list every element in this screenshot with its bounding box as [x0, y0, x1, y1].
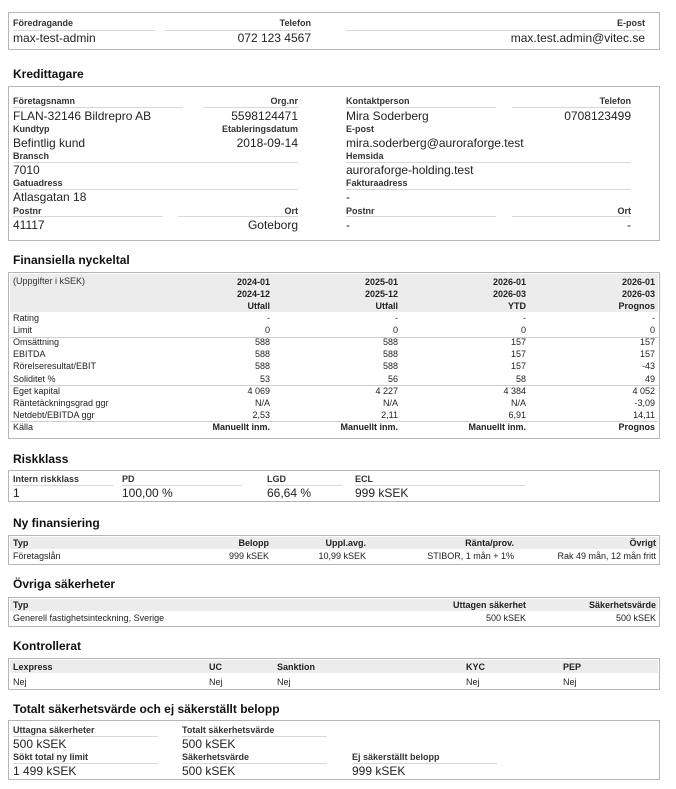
divider	[122, 485, 242, 486]
established-label: Etableringsdatum	[221, 124, 298, 134]
table-header-bg	[10, 599, 658, 611]
industry-value: 7010	[13, 163, 40, 177]
sought-limit-label: Sökt total ny limit	[13, 752, 89, 762]
handler-label: Föredragande	[13, 18, 74, 28]
risk-class-value: 1	[13, 486, 20, 500]
divider	[13, 30, 155, 31]
lgd-label: LGD	[267, 474, 286, 484]
zip-label: Postnr	[13, 206, 42, 216]
divider	[178, 216, 298, 217]
fin-col3-from: 2026-01	[492, 277, 526, 287]
taken-security-value: 500 kSEK	[13, 737, 67, 751]
ch-header-uc: UC	[209, 662, 222, 672]
unit-note: (Uppgifter i kSEK)	[13, 276, 86, 286]
contact-email-value: mira.soderberg@auroraforge.test	[346, 136, 524, 150]
website-label: Hemsida	[346, 151, 384, 161]
divider	[512, 107, 631, 108]
fin-cell: -	[395, 313, 398, 323]
contact-phone-label: Telefon	[599, 96, 631, 106]
fin-row-label: Räntetäckningsgrad ggr	[13, 397, 109, 408]
ch-cell-uc: Nej	[209, 677, 223, 687]
total-security-label: Totalt säkerhetsvärde	[182, 725, 275, 735]
ch-header-lexpress: Lexpress	[13, 662, 53, 672]
invoice-address-label: Fakturaadress	[346, 178, 408, 188]
customer-type-value: Befintlig kund	[13, 136, 86, 150]
fin-cell: 157	[639, 337, 655, 348]
fin-cell: 4 227	[375, 385, 398, 396]
divider	[13, 162, 298, 163]
divider	[10, 421, 658, 422]
os-header-taken: Uttagen säkerhet	[452, 600, 526, 610]
fin-col4-kind: Prognos	[618, 301, 655, 311]
fin-cell: -3,09	[634, 397, 655, 408]
email-value: max.test.admin@vitec.se	[510, 31, 645, 45]
street-label: Gatuadress	[13, 178, 63, 188]
lgd-value: 66,64 %	[267, 486, 312, 500]
fin-cell: 4 052	[632, 385, 655, 396]
taken-security-label: Uttagna säkerheter	[13, 725, 95, 735]
pd-label: PD	[122, 474, 135, 484]
city2-label: Ort	[617, 206, 631, 216]
os-header-value: Säkerhetsvärde	[588, 600, 656, 610]
fin-col2-to: 2025-12	[364, 289, 398, 299]
fin-row-label: EBITDA	[13, 349, 46, 360]
totals-box	[8, 720, 660, 780]
established-value: 2018-09-14	[236, 136, 298, 150]
divider	[13, 107, 183, 108]
ecl-value: 999 kSEK	[355, 486, 409, 500]
customer-type-label: Kundtyp	[13, 124, 50, 134]
fin-col1-from: 2024-01	[236, 277, 270, 287]
fin-cell: 2,53	[252, 409, 270, 420]
nf-header-rate: Ränta/prov.	[465, 538, 514, 548]
divider	[13, 189, 298, 190]
fin-row-label: Soliditet %	[13, 373, 56, 384]
section-title-totals: Totalt säkerhetsvärde och ej säkerställt belopp	[13, 702, 280, 716]
ch-cell-kyc: Nej	[466, 677, 480, 687]
fin-cell: 157	[510, 349, 526, 360]
risk-class-label: Intern riskklass	[13, 474, 80, 484]
fin-cell: 157	[510, 337, 526, 348]
fin-cell: -	[523, 313, 526, 323]
ch-header-kyc: KYC	[466, 662, 486, 672]
fin-row-label: Källa	[13, 421, 34, 432]
ch-header-pep: PEP	[563, 662, 582, 672]
zip2-label: Postnr	[346, 206, 375, 216]
nf-header-amount: Belopp	[238, 538, 269, 548]
divider	[13, 736, 158, 737]
fin-cell: 6,91	[508, 409, 526, 420]
phone-value: 072 123 4567	[237, 31, 311, 45]
divider	[13, 485, 113, 486]
financials-header-bg	[10, 274, 658, 312]
os-cell-taken: 500 kSEK	[485, 613, 526, 623]
fin-cell: 0	[520, 325, 526, 336]
unsecured-amount-label: Ej säkerställt belopp	[352, 752, 440, 762]
divider	[512, 216, 631, 217]
nf-cell-type: Företagslån	[13, 551, 61, 561]
fin-cell: 0	[264, 325, 270, 336]
fin-cell: Manuellt inm.	[212, 421, 270, 432]
handler-value: max-test-admin	[13, 31, 96, 45]
divider	[182, 763, 327, 764]
sought-limit-value: 1 499 kSEK	[13, 764, 77, 778]
section-title-new-financing: Ny finansiering	[13, 516, 100, 530]
fin-cell: -	[652, 313, 655, 323]
fin-cell: 4 069	[247, 385, 270, 396]
fin-cell: 157	[510, 361, 526, 372]
fin-col3-kind: YTD	[508, 301, 526, 311]
section-title-creditor: Kredittagare	[13, 67, 84, 81]
fin-col1-to: 2024-12	[236, 289, 270, 299]
fin-col2-kind: Utfall	[375, 301, 398, 311]
divider	[346, 216, 496, 217]
fin-cell: 0	[649, 325, 655, 336]
nf-cell-amount: 999 kSEK	[228, 551, 269, 561]
fin-cell: 588	[382, 361, 398, 372]
city2-value: -	[627, 218, 631, 232]
ch-cell-sanction: Nej	[277, 677, 291, 687]
orgnr-value: 5598124471	[231, 109, 298, 123]
section-title-financials: Finansiella nyckeltal	[13, 253, 130, 267]
pd-value: 100,00 %	[122, 486, 173, 500]
ch-cell-pep: Nej	[563, 677, 577, 687]
contact-label: Kontaktperson	[346, 96, 410, 106]
fin-cell: 58	[515, 373, 526, 384]
city-label: Ort	[284, 206, 298, 216]
nf-header-other: Övrigt	[629, 538, 656, 548]
section-title-checked: Kontrollerat	[13, 639, 82, 653]
company-label: Företagsnamn	[13, 96, 76, 106]
fin-col3-to: 2026-03	[492, 289, 526, 299]
fin-cell: Manuellt inm.	[468, 421, 526, 432]
section-title-other-security: Övriga säkerheter	[13, 577, 116, 591]
ecl-label: ECL	[355, 474, 373, 484]
street-value: Atlasgatan 18	[13, 190, 87, 204]
risk-box	[8, 470, 660, 502]
company-value: FLAN-32146 Bildrepro AB	[13, 109, 152, 123]
os-header-type: Typ	[13, 600, 29, 610]
email-label: E-post	[617, 18, 645, 28]
fin-cell: N/A	[254, 397, 270, 408]
ch-cell-lexpress: Nej	[13, 677, 27, 687]
fin-cell: 588	[254, 337, 270, 348]
fin-cell: Manuellt inm.	[340, 421, 398, 432]
fin-row-label: Limit	[13, 325, 33, 336]
nf-cell-other: Rak 49 mån, 12 mån fritt	[557, 551, 656, 561]
fin-cell: 2,11	[381, 409, 398, 420]
security-value-label: Säkerhetsvärde	[182, 752, 250, 762]
fin-cell: 588	[254, 349, 270, 360]
fin-cell: 588	[254, 361, 270, 372]
divider	[352, 763, 497, 764]
fin-cell: 0	[392, 325, 398, 336]
fin-cell: -43	[641, 361, 655, 372]
security-value-value: 500 kSEK	[182, 764, 236, 778]
divider	[346, 107, 496, 108]
nf-cell-rate: STIBOR, 1 mån + 1%	[427, 551, 514, 561]
fin-row-label: Eget kapital	[13, 385, 61, 396]
nf-header-fee: Uppl.avg.	[325, 538, 366, 548]
fin-row-label: Netdebt/EBITDA ggr	[13, 409, 95, 420]
divider	[346, 189, 631, 190]
zip2-value: -	[346, 218, 350, 232]
industry-label: Bransch	[13, 151, 50, 161]
invoice-address-value: -	[346, 190, 350, 204]
fin-cell: 14,11	[633, 409, 655, 420]
fin-cell: 157	[639, 349, 655, 360]
ch-header-sanction: Sanktion	[277, 662, 316, 672]
nf-header-type: Typ	[13, 538, 29, 548]
divider	[13, 216, 163, 217]
divider	[182, 736, 327, 737]
unsecured-amount-value: 999 kSEK	[352, 764, 406, 778]
fin-cell: 53	[259, 373, 270, 384]
divider	[165, 30, 311, 31]
divider	[10, 337, 658, 338]
fin-row-label: Rörelseresultat/EBIT	[13, 361, 97, 372]
contact-phone-value: 0708123499	[564, 109, 631, 123]
fin-row-label: Omsättning	[13, 337, 60, 348]
divider	[346, 30, 645, 31]
divider	[267, 485, 342, 486]
fin-col2-from: 2025-01	[364, 277, 398, 287]
total-security-value: 500 kSEK	[182, 737, 236, 751]
os-cell-value: 500 kSEK	[615, 613, 656, 623]
zip-value: 41117	[13, 218, 45, 232]
fin-cell: N/A	[382, 397, 398, 408]
divider	[355, 485, 525, 486]
divider	[13, 763, 158, 764]
contact-email-label: E-post	[346, 124, 374, 134]
fin-cell: 588	[382, 337, 398, 348]
fin-cell: 56	[387, 373, 398, 384]
fin-col4-from: 2026-01	[621, 277, 655, 287]
fin-cell: 588	[382, 349, 398, 360]
divider	[346, 162, 631, 163]
divider	[203, 107, 298, 108]
fin-col1-kind: Utfall	[247, 301, 270, 311]
section-title-risk: Riskklass	[13, 452, 69, 466]
fin-col4-to: 2026-03	[621, 289, 655, 299]
table-header-bg	[10, 660, 658, 673]
fin-cell: Prognos	[618, 421, 655, 432]
website-value: auroraforge-holding.test	[346, 163, 474, 177]
nf-cell-fee: 10,99 kSEK	[318, 551, 366, 561]
orgnr-label: Org.nr	[270, 96, 298, 106]
os-cell-type: Generell fastighetsinteckning, Sverige	[13, 613, 165, 623]
fin-cell: N/A	[510, 397, 526, 408]
contact-value: Mira Soderberg	[346, 109, 429, 123]
divider	[10, 385, 658, 386]
city-value: Goteborg	[247, 218, 298, 232]
fin-cell: -	[267, 313, 270, 323]
fin-cell: 49	[644, 373, 655, 384]
fin-row-label: Rating	[13, 313, 40, 323]
phone-label: Telefon	[279, 18, 311, 28]
fin-cell: 4 384	[503, 385, 526, 396]
